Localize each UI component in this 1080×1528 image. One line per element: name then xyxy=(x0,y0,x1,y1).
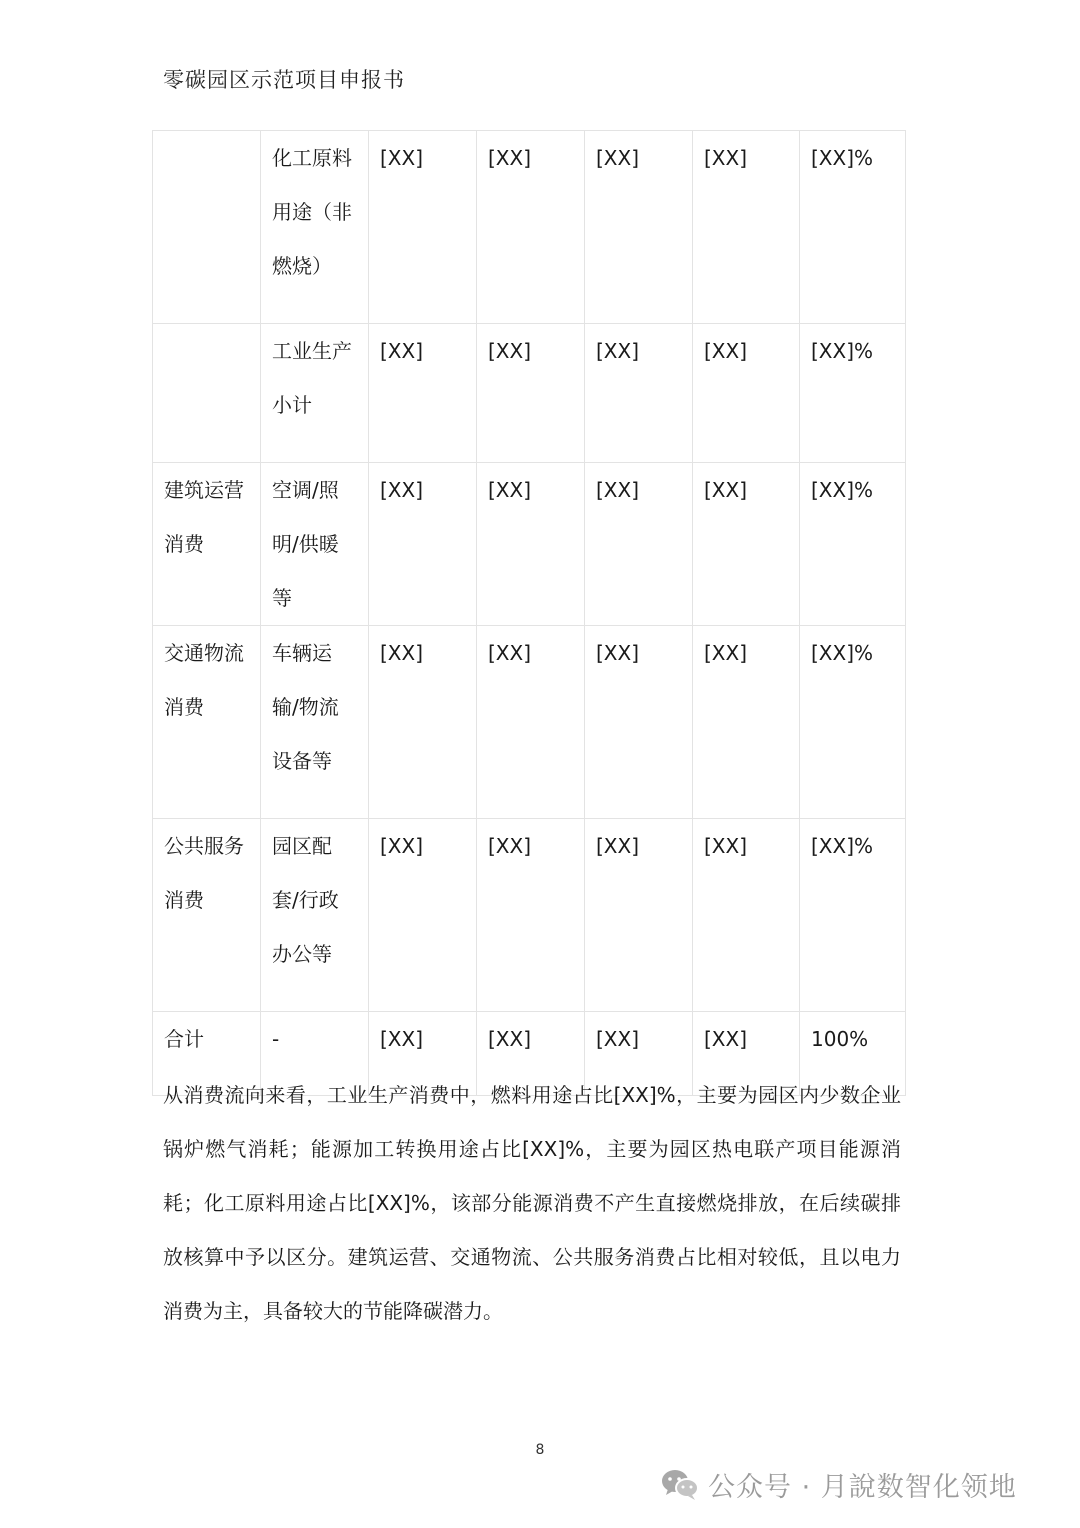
share-cell: [XX]% xyxy=(800,463,906,626)
page-number: 8 xyxy=(535,1442,545,1458)
value-cell: [XX] xyxy=(477,626,585,819)
value-cell: [XX] xyxy=(693,463,800,626)
category-cell xyxy=(153,131,261,324)
value-cell: [XX] xyxy=(585,819,693,1012)
watermark-text: 公众号 · 月說数智化领地 xyxy=(708,1472,1017,1503)
body-paragraph: 从消费流向来看，工业生产消费中，燃料用途占比[XX]%，主要为园区内少数企业锅炉燃气消耗；能源加工转换用途占比[XX]%，主要为园区热电联产项目能源消耗；化工原料用途占比[XX]%，该部分能源消费不产生直接燃烧排放，在后续碳排放核算中予以区分。建筑运营、交通物流、公共服务消费占比相对较低，且以电力消费为主，具备较大的节能降碳潜力。 xyxy=(163,1083,901,1323)
value-cell: [XX] xyxy=(477,324,585,463)
share-cell: [XX]% xyxy=(800,819,906,1012)
value-cell: [XX] xyxy=(693,1012,800,1096)
value-cell: [XX] xyxy=(369,626,477,819)
category-cell: 交通物流消费 xyxy=(153,626,261,819)
value-cell: [XX] xyxy=(693,819,800,1012)
share-cell: [XX]% xyxy=(800,626,906,819)
use-cell: 工业生产小计 xyxy=(261,324,369,463)
category-cell: 建筑运营消费 xyxy=(153,463,261,626)
wechat-icon xyxy=(660,1468,700,1502)
category-cell xyxy=(153,324,261,463)
table-row xyxy=(153,626,906,819)
value-cell: [XX] xyxy=(369,819,477,1012)
share-cell: 100% xyxy=(800,1012,906,1096)
value-cell: [XX] xyxy=(369,1012,477,1096)
value-cell: [XX] xyxy=(477,131,585,324)
use-cell: 化工原料用途（非燃烧） xyxy=(261,131,369,324)
value-cell: [XX] xyxy=(693,626,800,819)
value-cell: [XX] xyxy=(369,131,477,324)
table-row xyxy=(153,131,906,324)
value-cell: [XX] xyxy=(477,819,585,1012)
value-cell: [XX] xyxy=(369,324,477,463)
value-cell: [XX] xyxy=(585,324,693,463)
value-cell: [XX] xyxy=(585,626,693,819)
value-cell: [XX] xyxy=(477,1012,585,1096)
value-cell: [XX] xyxy=(585,463,693,626)
use-cell: - xyxy=(261,1012,369,1096)
watermark xyxy=(660,1465,1017,1504)
value-cell: [XX] xyxy=(369,463,477,626)
value-cell: [XX] xyxy=(585,1012,693,1096)
share-cell: [XX]% xyxy=(800,131,906,324)
energy-consumption-table xyxy=(152,130,906,1096)
table-row xyxy=(153,463,906,626)
value-cell: [XX] xyxy=(477,463,585,626)
value-cell: [XX] xyxy=(693,131,800,324)
table-row xyxy=(153,324,906,463)
table-row xyxy=(153,819,906,1012)
share-cell: [XX]% xyxy=(800,324,906,463)
page-header-title: 零碳园区示范项目申报书 xyxy=(163,68,405,92)
value-cell: [XX] xyxy=(693,324,800,463)
use-cell: 园区配套/行政办公等 xyxy=(261,819,369,1012)
value-cell: [XX] xyxy=(585,131,693,324)
use-cell: 空调/照明/供暖等 xyxy=(261,463,369,626)
category-cell: 公共服务消费 xyxy=(153,819,261,1012)
category-cell: 合计 xyxy=(153,1012,261,1096)
use-cell: 车辆运输/物流设备等 xyxy=(261,626,369,819)
